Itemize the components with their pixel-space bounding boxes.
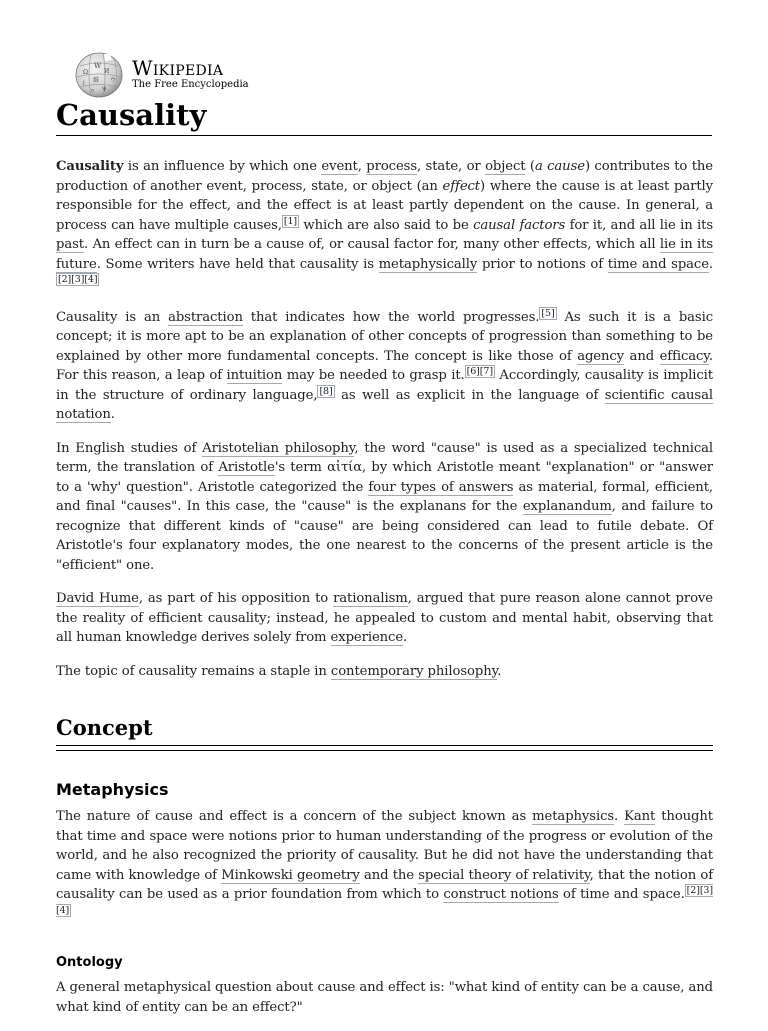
link-efficacy[interactable]: efficacy [659, 348, 709, 364]
link-aristotelian-philosophy[interactable]: Aristotelian philosophy [202, 440, 355, 456]
paragraph-intro-3: In English studies of Aristotelian philosophy, the word "cause" is used as a specialized technical term, the translation of Aristotle's term αἰτία, by which Aristotle meant "explanation" or "answer to a 'why' question". Aristotle categorized the four types of answers as material, formal, efficient, and final "causes". In this case, the "cause" is the explanans for the explanandum, and failure to recognize that different kinds of "cause" are being considered can lead to futile debate. Of Aristotle's four explanatory modes, the one nearest to the concerns of the present article is the "efficient" one. [56, 440, 714, 573]
citation-link[interactable]: [1] [283, 215, 298, 227]
link-metaphysics[interactable]: metaphysics [532, 809, 615, 824]
link-contemporary-philosophy[interactable]: contemporary philosophy [330, 663, 498, 679]
paragraph-metaphysics: The nature of cause and effect is a concern of the subject known as metaphysics. Kant thought that time and space were notions prior to human understanding of the progress or evolution of the world, and he also recognized the priority of causality. But he did not have the understanding that came with knowledge of Minkowski geometry and the special theory of relativity, that the notion of causality can be used as a prior foundation from which to construct notions of time and space. [2][3][4] [56, 809, 713, 916]
link-past[interactable]: past [56, 237, 84, 252]
section-divider [56, 750, 713, 751]
globe-glyph: 維 [93, 77, 100, 84]
paragraph-ontology: A general metaphysical question about cause and effect is: "what kind of entity can be a cause, and what kind of entity can be an effect?" [56, 980, 713, 1015]
link-rationalism[interactable]: rationalism [333, 591, 408, 606]
link-time-and-space[interactable]: time and space [607, 256, 709, 272]
link-process[interactable]: process [366, 159, 417, 174]
puzzle-globe-icon [74, 52, 124, 98]
link-intuition[interactable]: intuition [226, 368, 283, 383]
article-body [56, 157, 713, 1031]
citation-link[interactable]: [2][3][4] [58, 274, 98, 285]
link-kant[interactable]: Kant [624, 809, 656, 824]
citation-link[interactable]: [5] [541, 307, 555, 319]
paragraph-intro-2: Causality is an abstraction that indicates how the world progresses. [5] As such it is a basic concept; it is more apt to be an explanation of other concepts of progression than something to be explained by other more fundamental concepts. The concept is like those of agency and efficacy. For this reason, a leap of intuition may be needed to grasp it. [6][7] Accordingly, causality is implicit in the structure of ordinary language, [8] as well as explicit in the language of scientific causal notation. [56, 307, 713, 422]
link-aristotle[interactable]: Aristotle [218, 460, 275, 475]
link-scientific-causal-notation[interactable]: scientific causal notation [56, 387, 713, 422]
citation-link[interactable]: [2][3][4] [56, 885, 713, 916]
link-david-hume[interactable]: David Hume [56, 591, 139, 606]
link-metaphysically[interactable]: metaphysically [378, 256, 478, 272]
paragraph-intro-1: Causality is an influence by which one event, process, state, or object (a cause) contributes to the production of another event, process, state, or object (an effect) where the cause is at least partly responsible for the effect, and the effect is at least partly dependent on the cause. In general, a process can have multiple causes, [1] which are also said to be causal factors for it, and all lie in its past. An effect can in turn be a cause of, or causal factor for, many other effects, which all lie in its future. Some writers have held that causality is metaphysically prior to notions of time and space.[2][3][4] [56, 159, 714, 285]
link-abstraction[interactable]: abstraction [168, 309, 243, 325]
globe-glyph: W [94, 62, 102, 70]
link-future[interactable]: lie in its future [56, 237, 714, 272]
globe-glyph: ウ [110, 77, 117, 84]
citation-link[interactable]: [8] [319, 385, 333, 397]
citation-link[interactable]: [6][7] [466, 366, 493, 377]
globe-glyph: ا [83, 80, 85, 87]
link-agency[interactable]: agency [577, 348, 625, 364]
paragraph-intro-5: The topic of causality remains a staple in contemporary philosophy. [56, 663, 502, 679]
link-minkowski-geometry[interactable]: Minkowski geometry [221, 867, 360, 883]
logo-title: Wikipedia [132, 56, 224, 80]
globe-glyph: ψ [102, 85, 107, 92]
subsection-heading-metaphysics: Metaphysics [56, 780, 169, 799]
link-experience[interactable]: experience [330, 630, 404, 645]
link-explanandum[interactable]: explanandum [522, 499, 612, 514]
link-special-relativity[interactable]: special theory of relativity [418, 867, 590, 883]
link-construct-notions[interactable]: construct notions [443, 887, 559, 902]
globe-glyph: Ω [83, 69, 88, 76]
wordmark [132, 58, 249, 92]
globe-glyph: ก [91, 88, 95, 94]
link-event[interactable]: event [321, 159, 358, 174]
link-object[interactable]: object [485, 159, 526, 174]
subsection-heading-ontology: Ontology [56, 955, 123, 970]
bold-term: Causality [56, 159, 124, 174]
globe-glyph: И [104, 68, 110, 75]
section-heading-concept: Concept [56, 713, 713, 746]
link-four-types-of-answers[interactable]: four types of answers [368, 479, 514, 495]
logo-subtitle: The Free Encyclopedia [132, 79, 249, 90]
paragraph-intro-4: David Hume, as part of his opposition to rationalism, argued that pure reason alone cannot prove the reality of efficient causality; instead, he appealed to custom and mental habit, observing that all human knowledge derives solely from experience. [56, 591, 713, 645]
wikipedia-logo[interactable] [74, 52, 249, 98]
page-title: Causality [56, 96, 712, 136]
